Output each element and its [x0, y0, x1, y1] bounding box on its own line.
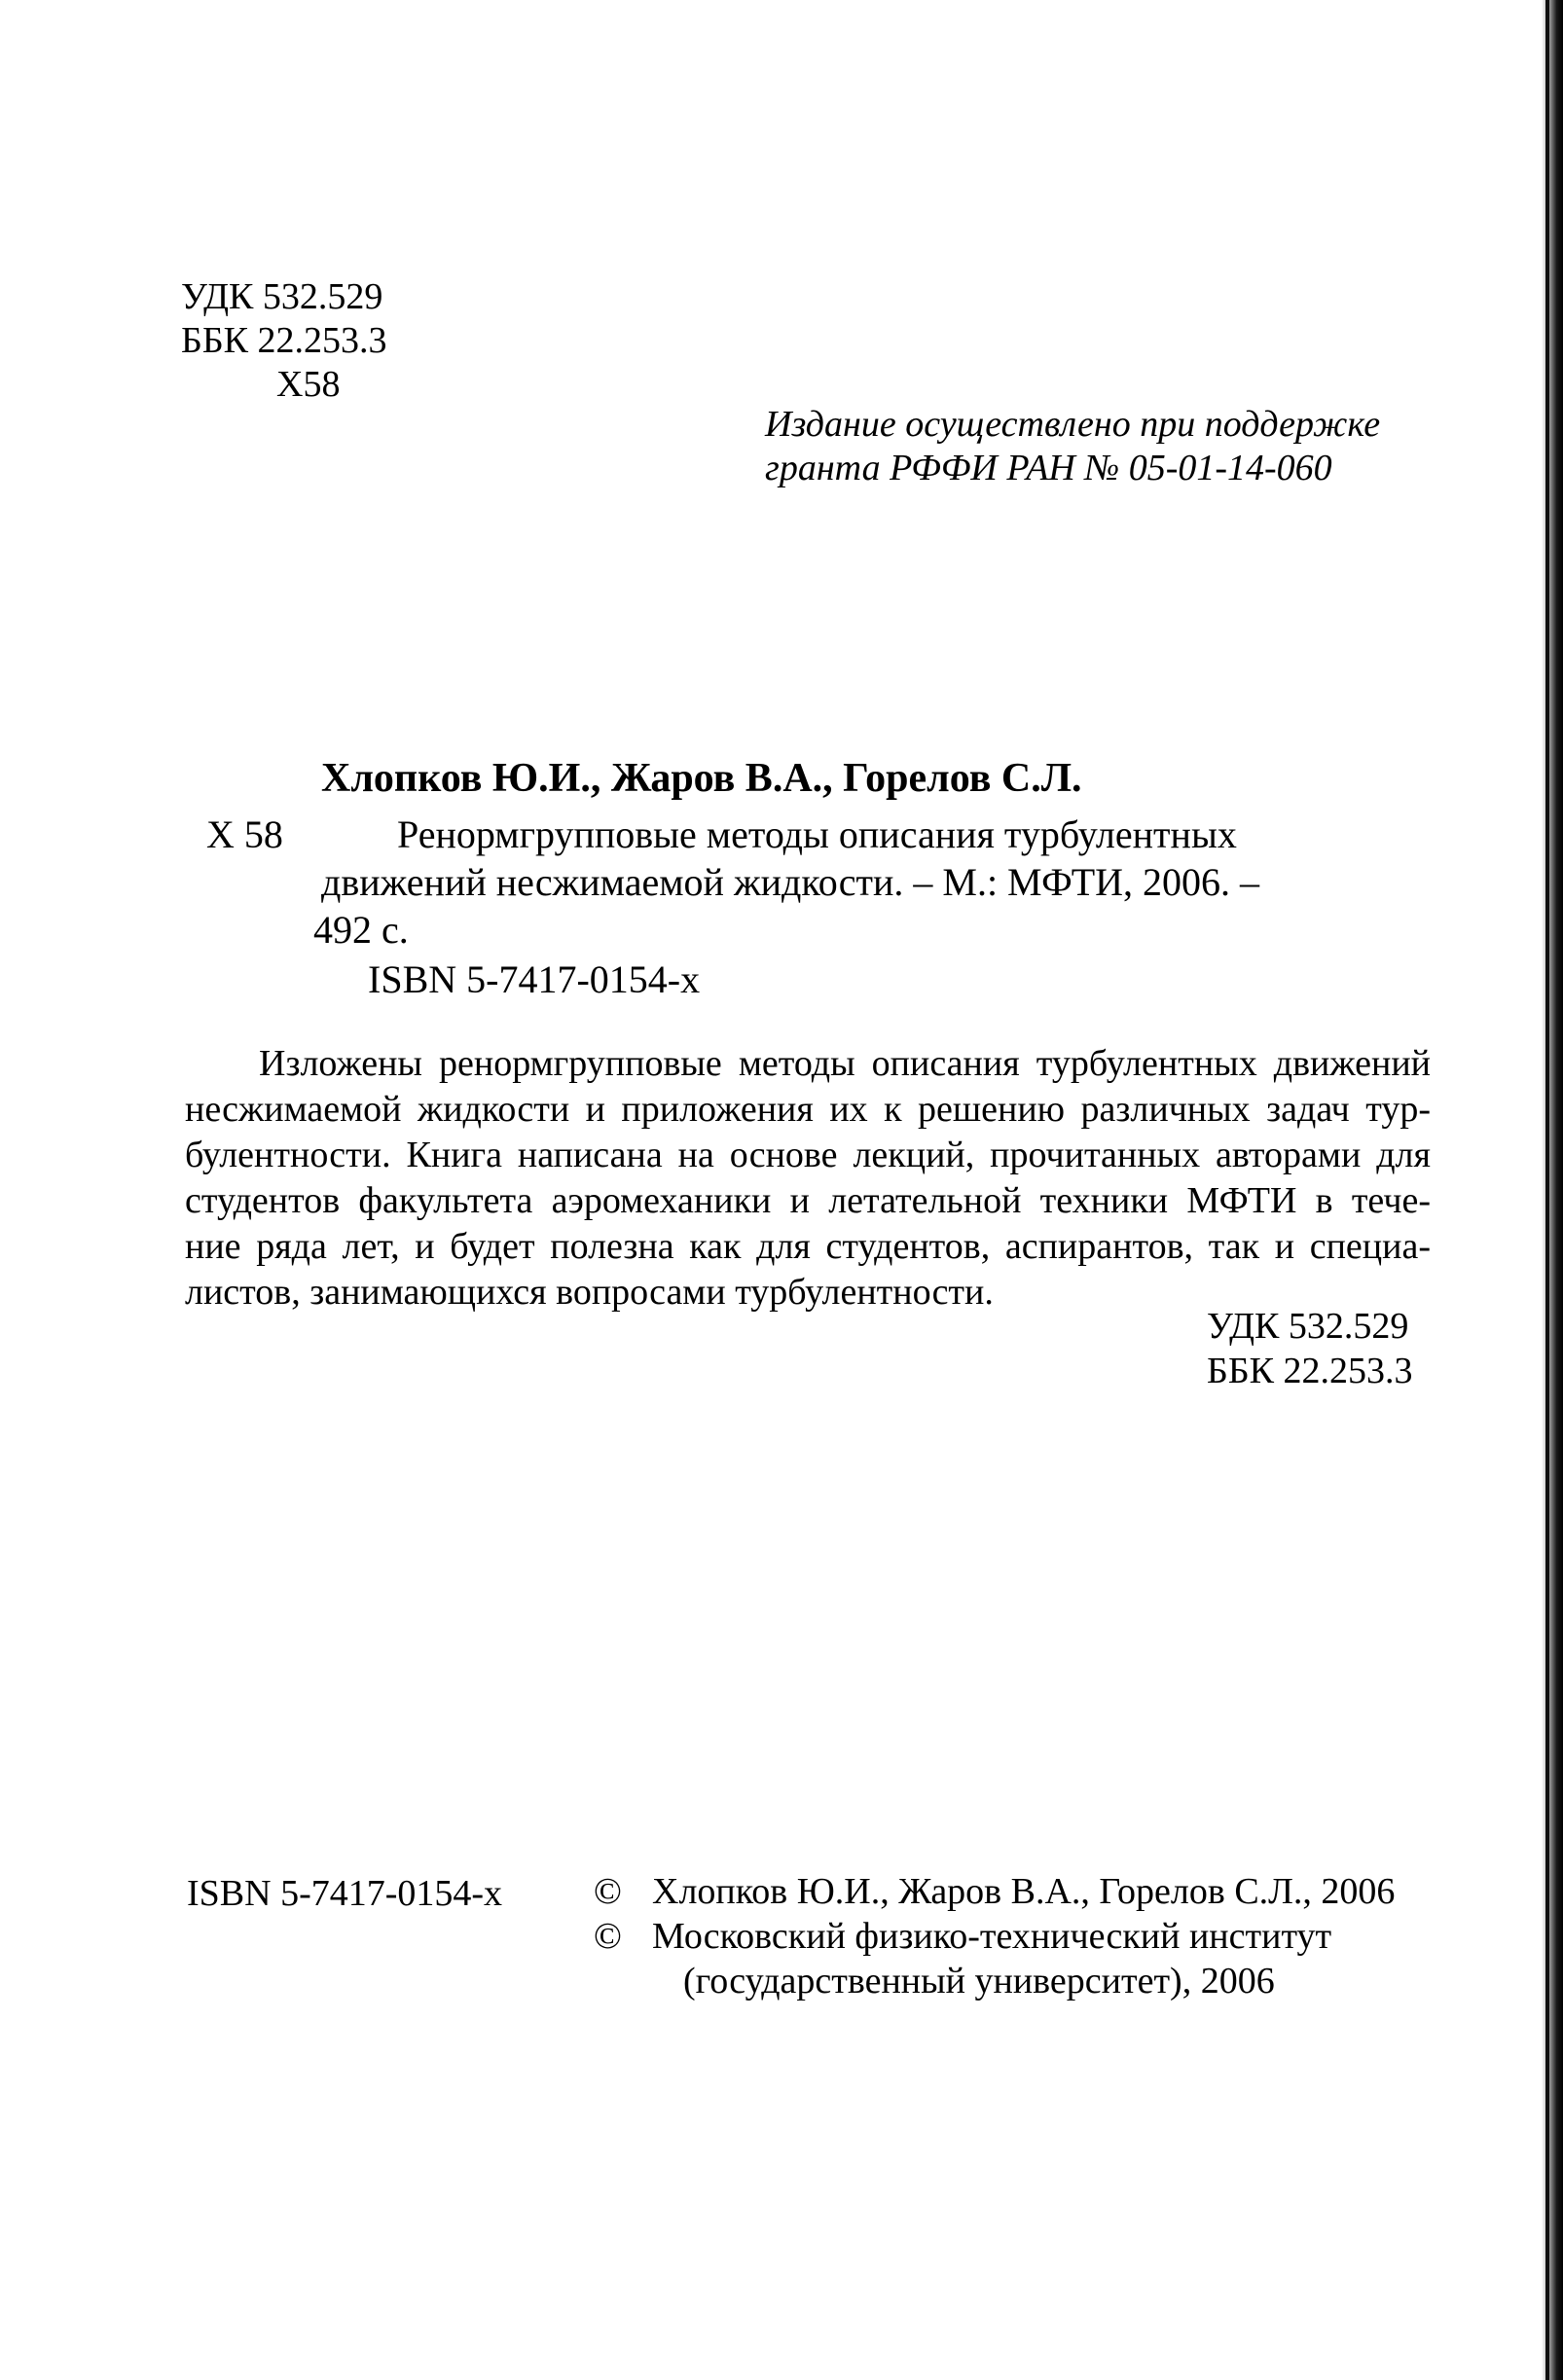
abstract-line: ние ряда лет, и будет полезна как для студентов, аспирантов, так и специа-	[185, 1226, 1431, 1267]
grant-line-1: Издание осуществлено при поддержке	[765, 404, 1381, 445]
copyright-authors	[594, 1870, 1395, 1913]
page-count: 492 с.	[313, 908, 409, 952]
copyright-institute-text: Московский физико-технический институт	[652, 1916, 1332, 1957]
classification-block-right	[1207, 1304, 1413, 1393]
book-title-line-2: движений несжимаемой жидкости. – М.: МФТИ, 2006. –	[321, 860, 1260, 904]
copyright-symbol: ©	[594, 1871, 622, 1912]
abstract-line: булентности. Книга написана на основе лекций, прочитанных авторами для	[185, 1135, 1431, 1175]
copyright-symbol: ©	[594, 1916, 622, 1957]
copyright-institute	[594, 1915, 1331, 1958]
udk-code: УДК 532.529	[181, 276, 383, 317]
abstract-line: студентов факультета аэромеханики и летательной техники МФТИ в тече-	[185, 1180, 1431, 1221]
abstract-line: Изложены ренормгрупповые методы описания турбулентных движений	[259, 1043, 1431, 1084]
abstract-line: листов, занимающихся вопросами турбулентности.	[185, 1272, 994, 1313]
book-title-line-1: Ренормгрупповые методы описания турбулентных	[397, 812, 1237, 856]
catalog-index-code: Х 58	[206, 812, 283, 856]
bbk-code: ББК 22.253.3	[181, 320, 387, 361]
authors-heading: Хлопков Ю.И., Жаров В.А., Горелов С.Л.	[321, 756, 1082, 801]
isbn-footer: ISBN 5-7417-0154-х	[187, 1873, 503, 1914]
author-index-code: Х58	[276, 364, 341, 405]
abstract-line: несжимаемой жидкости и приложения их к решению различных задач тур-	[185, 1089, 1431, 1130]
grant-line-2: гранта РФФИ РАН № 05-01-14-060	[765, 448, 1332, 488]
abstract-paragraph	[185, 1041, 1431, 1316]
page-edge-line	[1545, 0, 1549, 2380]
udk-code-right: УДК 532.529	[1207, 1306, 1409, 1347]
copyright-authors-text: Хлопков Ю.И., Жаров В.А., Горелов С.Л., 2006	[652, 1871, 1396, 1912]
isbn-catalog: ISBN 5-7417-0154-х	[368, 957, 701, 1001]
copyright-institute-continued: (государственный университет), 2006	[683, 1961, 1275, 2001]
bbk-code-right: ББК 22.253.3	[1207, 1351, 1413, 1391]
classification-block-top	[181, 275, 387, 407]
grant-note	[765, 403, 1380, 490]
